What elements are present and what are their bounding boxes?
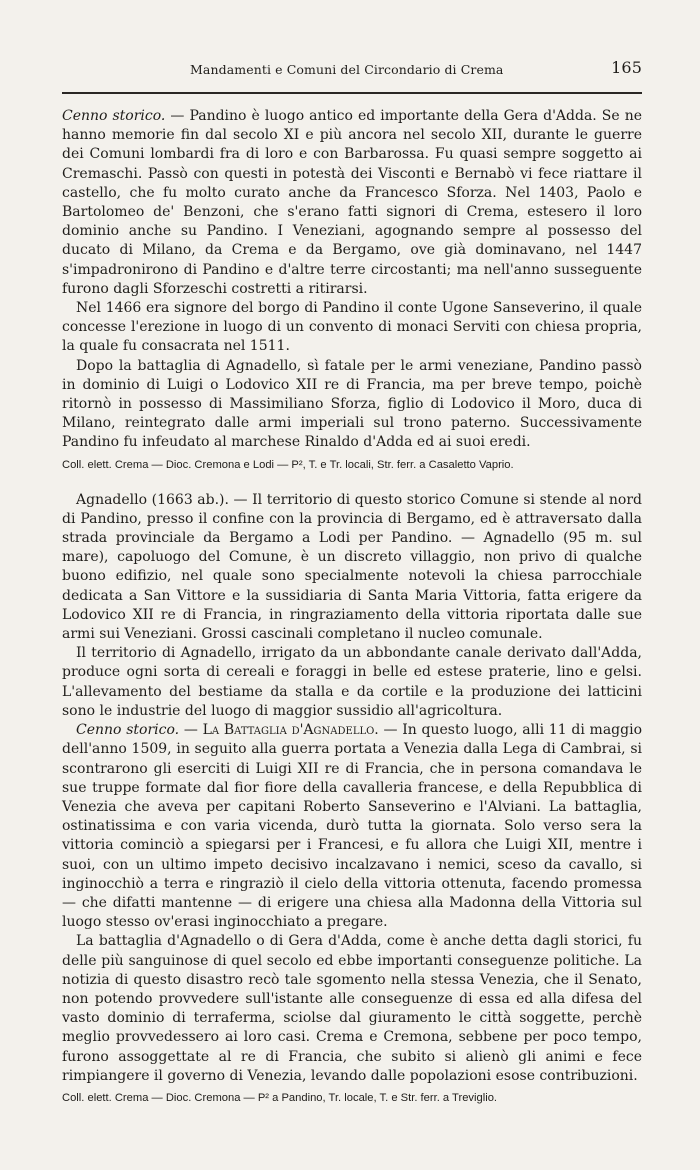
page-header [62,58,642,82]
battle-title: La Battaglia d'Agnadello. [202,722,379,739]
paragraph-text: — In questo luogo, alli 11 di maggio dell'anno 1509, in seguito alla guerra portata a Venezia dalla Lega di Cambrai, si scontrarono gli eserciti di Luigi XII re di Francia, che in persona comandava le sue truppe formate dal fior fiore della cavalleria francese, e della Repubblica di Venezia che aveva per capitani Roberto Sanseverino e l'Alviani. La battaglia, ostinatissima e con varia vicenda, durò tutta la giornata. Solo verso sera la vittoria cominciò a spiegarsi per i Francesi, e fu allora che Luigi XII, mentre i suoi, con un ultimo impeto decisivo incalzavano i nemici, sceso da cavallo, si inginocchiò a terra e ringraziò il cielo della vittoria ottenuta, facendo promessa — che difatti mantenne — di erigere una chiesa alla Madonna della Vittoria sul luogo stesso ov'erasi inginocchiato a pregare. [62,722,642,931]
paragraph-text: — Pandino è luogo antico ed importante della Gera d'Adda. Se ne hanno memorie fin dal secolo XI e più ancora nel secolo XII, durante le guerre dei Comuni lombardi fra di loro e con Barbarossa. Fu quasi sempre soggetto ai Cremaschi. Passò con questi in potestà dei Visconti e Bernabò vi fece riattare il castello, che fu molto curato anche da Francesco Sforza. Nel 1403, Paolo e Bartolomeo de' Benzoni, che s'erano fatti signori di Crema, estesero il loro dominio anche su Pandino. I Veneziani, agognando sempre al possesso del ducato di Milano, da Crema e da Bergamo, ove già dominavano, nel 1447 s'impadronirono di Pandino e d'altre terre circostanti; ma nell'anno susseguente furono dagli Sforzeschi costretti a ritirarsi. [62,108,642,297]
header-rule [62,92,642,94]
pandino-paragraph-2: Nel 1466 era signore del borgo di Pandino il conte Ugone Sanseverino, il quale concesse l'erezione in luogo di un convento di monaci Serviti con chiesa propria, la quale fu consacrata nel 1511. [62,300,642,355]
pandino-paragraph-3: Dopo la battaglia di Agnadello, sì fatale per le armi veneziane, Pandino passò in dominio di Luigi o Lodovico XII re di Francia, ma per breve tempo, poichè ritornò in possesso di Massimiliano Sforza, figlio di Lodovico il Moro, duca di Milano, reintegrato dalle armi imperiali sul trono paterno. Successivamente Pandino fu infeudato al marchese Rinaldo d'Adda ed ai suoi eredi. [62,357,642,451]
agnadello-historical-paragraph [62,721,642,932]
dash: — [179,722,203,739]
agnadello-collegio-line: Coll. elett. Crema — Dioc. Cremona — P² a Pandino, Tr. locale, T. e Str. ferr. a Treviglio. [62,1091,498,1104]
running-head: Mandamenti e Comuni del Circondario di Crema [190,62,504,77]
section-label: Cenno storico. [62,108,166,124]
agnadello-paragraph-2: Il territorio di Agnadello, irrigato da un abbondante canale derivato dall'Adda, produce ogni sorta di cereali e foraggi in belle ed estese praterie, lino e gelsi. L'allevamento del bestiame da stalla e da cortile e la produzione dei latticini sono le industrie del luogo di maggior sussidio all'agricoltura. [62,645,642,719]
book-page [62,58,642,1107]
page-number: 165 [611,58,642,77]
section-label: Cenno storico. [76,722,180,739]
pandino-collegio-line: Coll. elett. Crema — Dioc. Cremona e Lodi — P², T. e Tr. locali, Str. ferr. a Casaletto Vaprio. [62,458,514,471]
agnadello-paragraph-4: La battaglia d'Agnadello o di Gera d'Adda, come è anche detta dagli storici, fu delle più sanguinose di quel secolo ed ebbe importanti conseguenze politiche. La notizia di questo disastro recò tale sgomento nella stessa Venezia, che il Senato, non potendo provvedere sull'istante alle conseguenze di essa ed alla difesa del vasto dominio di terraferma, sciolse dal giuramento le città soggette, perchè meglio provvedessero ai loro casi. Crema e Cremona, sebbene per poco tempo, furono assoggettate al re di Francia, che subito si alienò gli animi e fece rimpiangere il governo di Venezia, levando dalle popolazioni esose contribuzioni. [62,933,642,1084]
pandino-historical-paragraph [62,107,642,299]
agnadello-paragraph-1: Agnadello (1663 ab.). — Il territorio di questo storico Comune si stende al nord di Pandino, presso il confine con la provincia di Bergamo, ed è attraversato dalla strada provinciale da Bergamo a Lodi per Pandino. — Agnadello (95 m. sul mare), capoluogo del Comune, è un discreto villaggio, non privo di qualche buono edifizio, nel quale sono specialmente notevoli la chiesa parrocchiale dedicata a San Vittore e la sussidiaria di Santa Maria Vittoria, fatta erigere da Lodovico XII re di Francia, in ringraziamento della vittoria riportata dalle sue armi sui Veneziani. Grossi cascinali completano il nucleo comunale. [62,491,642,643]
